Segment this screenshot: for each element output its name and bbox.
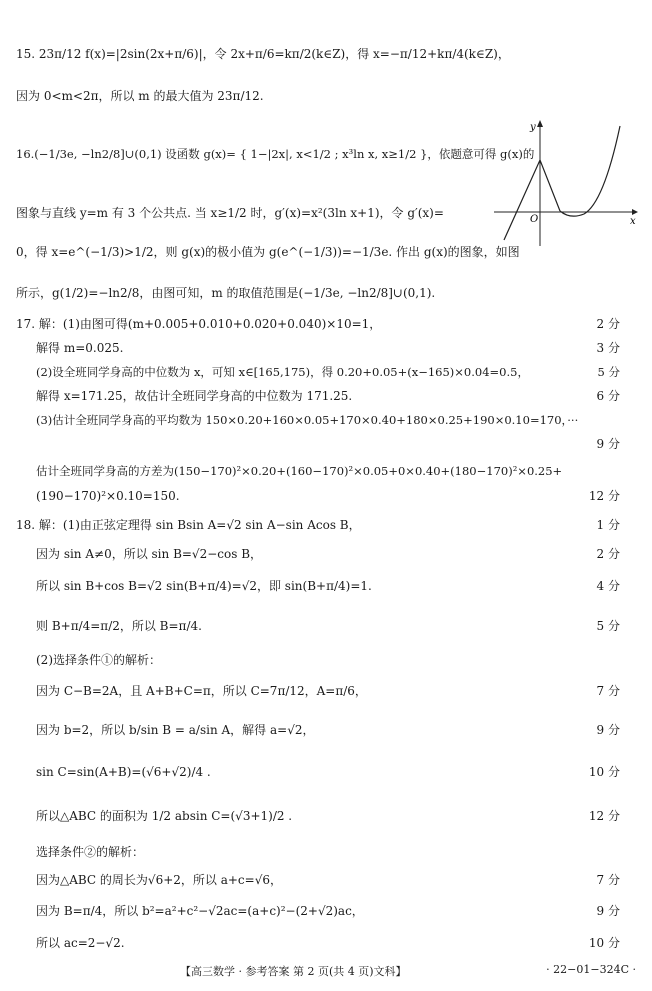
x-axis-label: x bbox=[630, 216, 636, 227]
y-axis-arrow-icon bbox=[537, 120, 543, 127]
score-mark: 7 分 bbox=[596, 873, 620, 887]
score-mark: 2 分 bbox=[596, 547, 620, 561]
answer-18-line-8: sin C=sin(A+B)=(√6+√2)/4 . 10 分 bbox=[36, 765, 620, 779]
score-mark: 3 分 bbox=[596, 341, 620, 355]
score-mark: 10 分 bbox=[588, 936, 620, 950]
score-mark: 1 分 bbox=[596, 518, 620, 532]
answer-18-line-9: 所以△ABC 的面积为 1/2 absin C=(√3+1)/2 . 12 分 bbox=[36, 809, 620, 823]
answer-16-line-2: 图象与直线 y=m 有 3 个公共点. 当 x≥1/2 时，g′(x)=x²(3ln x+1)，令 g′(x)= bbox=[16, 206, 444, 220]
score-mark: 9 分 bbox=[596, 437, 620, 451]
piecewise-linear-curve bbox=[504, 160, 560, 240]
origin-label: O bbox=[530, 214, 539, 225]
answer-17-line-2: 解得 m=0.025. 3 分 bbox=[36, 341, 620, 355]
answer-17-line-7: 估计全班同学身高的方差为(150−170)²×0.20+(160−170)²×0.05+0×0.40+(180−170)²×0.25+ bbox=[36, 464, 563, 478]
answer-16-line-3: 0，得 x=e^(−1/3)>1/2，则 g(x)的极小值为 g(e^(−1/3))=−1/3e. 作出 g(x)的图象，如图 bbox=[16, 245, 520, 259]
answer-15-line-1: 15. 23π/12 f(x)=|2sin(2x+π/6)|，令 2x+π/6=kπ/2(k∈Z)，得 x=−π/12+kπ/4(k∈Z)， bbox=[16, 47, 510, 61]
answer-18-line-1: 18. 解：(1)由正弦定理得 sin Bsin A=√2 sin A−sin Acos B， 1 分 bbox=[16, 518, 620, 532]
score-mark: 7 分 bbox=[596, 684, 620, 698]
x-axis-arrow-icon bbox=[632, 209, 638, 215]
answer-17-line-1: 17. 解：(1)由图可得(m+0.005+0.010+0.020+0.040)×10=1， 2 分 bbox=[16, 317, 620, 331]
score-mark: 12 分 bbox=[588, 809, 620, 823]
answer-18-line-4: 则 B+π/4=π/2，所以 B=π/4. 5 分 bbox=[36, 619, 620, 633]
answer-15-line-2: 因为 0<m<2π，所以 m 的最大值为 23π/12. bbox=[16, 89, 264, 103]
score-mark: 4 分 bbox=[596, 579, 620, 593]
answer-16-line-1: 16.(−1/3e, −ln2/8]∪(0,1) 设函数 g(x)= { 1−|2x|, x<1/2 ; x³ln x, x≥1/2 }，依题意可得 g(x)的 bbox=[16, 147, 535, 161]
y-axis-label: y bbox=[530, 122, 536, 133]
cubic-log-curve bbox=[560, 126, 620, 216]
answer-18-line-11: 因为△ABC 的周长为√6+2，所以 a+c=√6， 7 分 bbox=[36, 873, 620, 887]
answer-16-line-4: 所示，g(1/2)=−ln2/8，由图可知，m 的取值范围是(−1/3e, −ln2/8]∪(0,1). bbox=[16, 286, 436, 300]
answer-17-line-5: (3)估计全班同学身高的平均数为 150×0.20+160×0.05+170×0.40+180×0.25+190×0.10=170，··· bbox=[36, 413, 579, 427]
footer-title: 【高三数学 · 参考答案 第 2 页(共 4 页)文科】 bbox=[180, 965, 407, 978]
answer-18-line-2: 因为 sin A≠0，所以 sin B=√2−cos B， 2 分 bbox=[36, 547, 620, 561]
score-mark: 9 分 bbox=[596, 723, 620, 737]
score-mark: 9 分 bbox=[596, 904, 620, 918]
score-mark: 5 分 bbox=[596, 619, 620, 633]
footer-code: · 22−01−324C · bbox=[546, 963, 636, 976]
answer-18-line-7: 因为 b=2，所以 b/sin B = a/sin A，解得 a=√2， 9 分 bbox=[36, 723, 620, 737]
answer-17-line-4: 解得 x=171.25，故估计全班同学身高的中位数为 171.25. 6 分 bbox=[36, 389, 620, 403]
answer-17-line-3: (2)设全班同学身高的中位数为 x，可知 x∈[165,175)，得 0.20+0.05+(x−165)×0.04=0.5， 5 分 bbox=[36, 365, 620, 379]
score-mark: 10 分 bbox=[588, 765, 620, 779]
answer-18-line-5: (2)选择条件①的解析： bbox=[36, 653, 161, 667]
answer-17-line-8: (190−170)²×0.10=150. 12 分 bbox=[36, 489, 620, 503]
answer-18-line-12: 因为 B=π/4，所以 b²=a²+c²−√2ac=(a+c)²−(2+√2)ac， 9 分 bbox=[36, 904, 620, 918]
score-mark: 6 分 bbox=[596, 389, 620, 403]
function-graph bbox=[492, 118, 642, 248]
answer-18-line-3: 所以 sin B+cos B=√2 sin(B+π/4)=√2，即 sin(B+π/4)=1. 4 分 bbox=[36, 579, 620, 593]
score-mark: 2 分 bbox=[596, 317, 620, 331]
score-mark: 12 分 bbox=[588, 489, 620, 503]
answer-18-line-10: 选择条件②的解析： bbox=[36, 845, 145, 859]
score-mark: 5 分 bbox=[597, 365, 620, 379]
answer-18-line-6: 因为 C−B=2A，且 A+B+C=π，所以 C=7π/12，A=π/6， 7 分 bbox=[36, 684, 620, 698]
answer-18-line-13: 所以 ac=2−√2. 10 分 bbox=[36, 936, 620, 950]
